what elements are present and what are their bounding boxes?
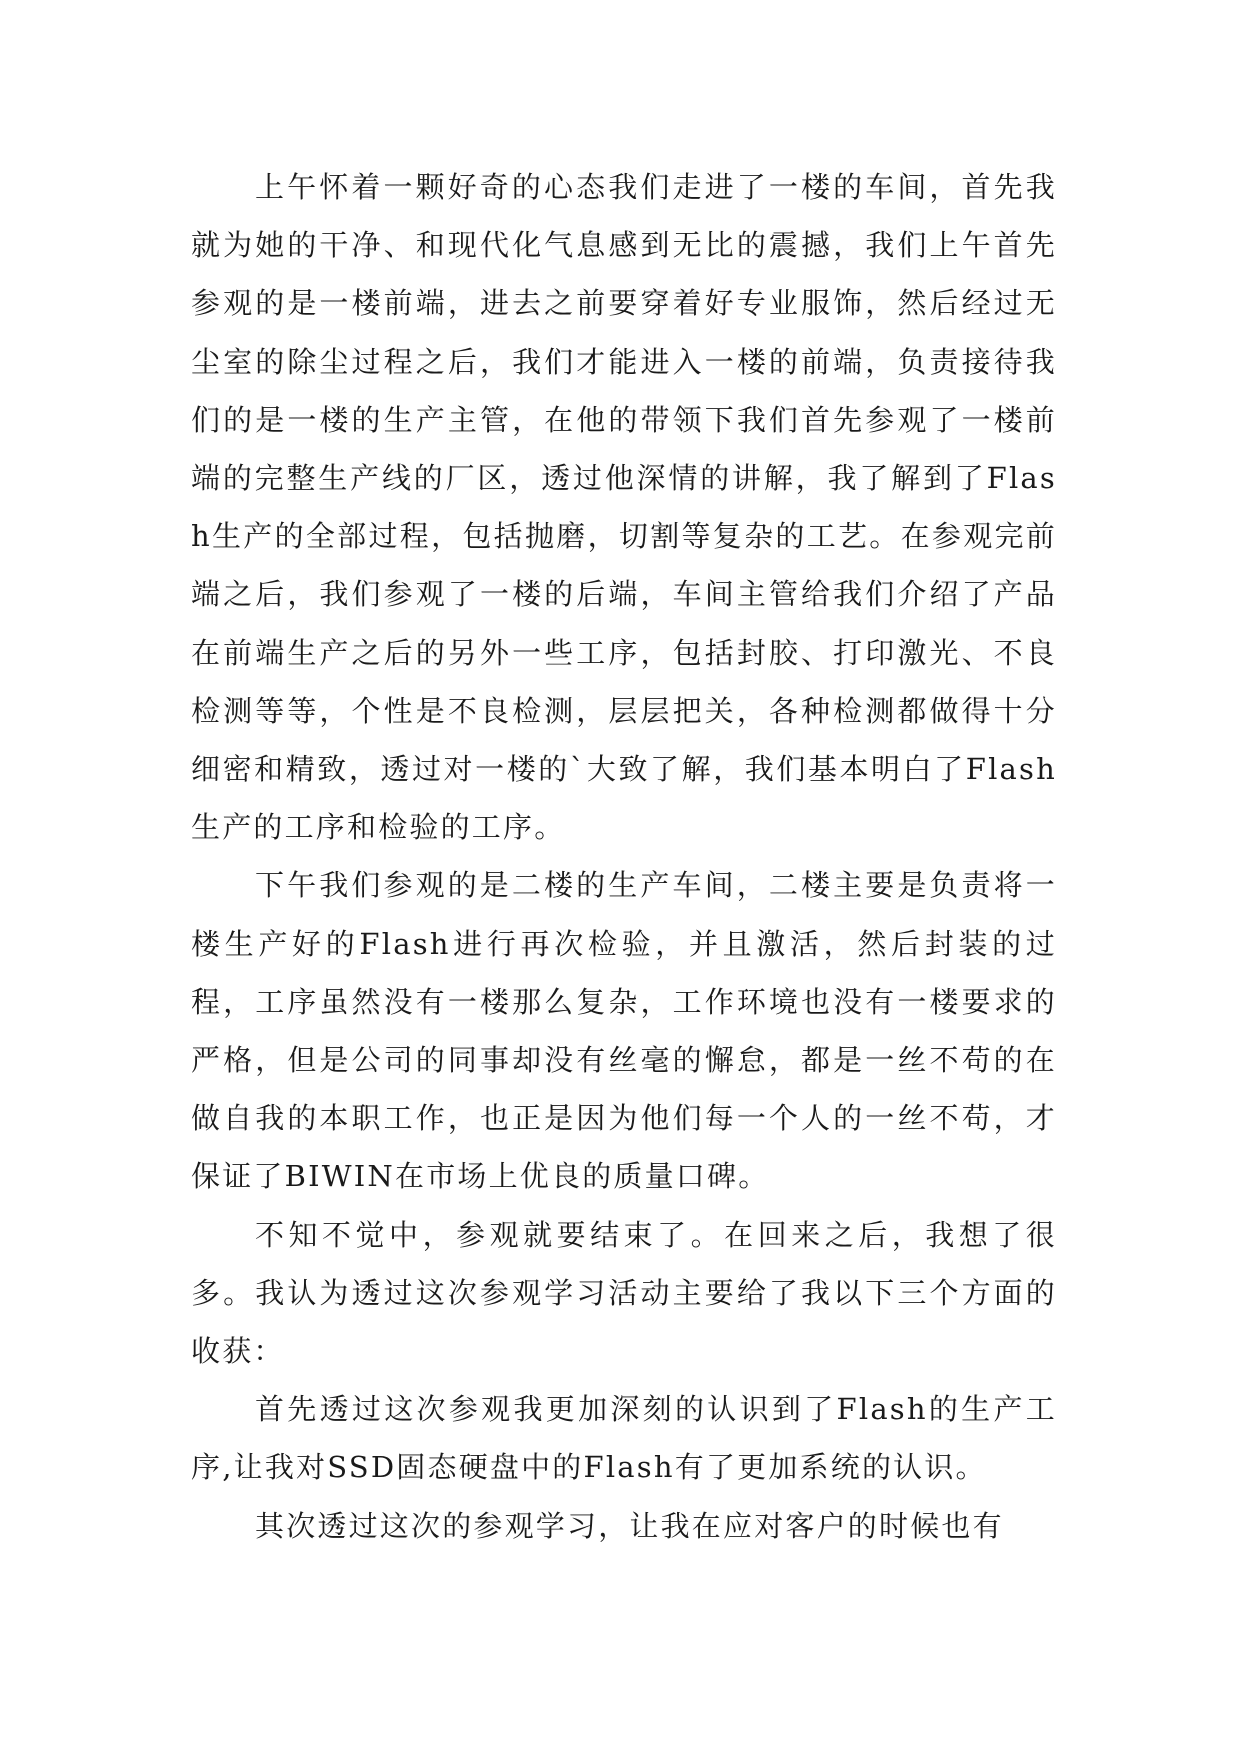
paragraph-gain-first: 首先透过这次参观我更加深刻的认识到了Flash的生产工序,让我对SSD固态硬盘中的Flash有了更加系统的认识。 (191, 1392, 1057, 1485)
paragraph-conclusion-intro: 不知不觉中，参观就要结束了。在回来之后，我想了很多。我认为透过这次参观学习活动主要给了我以下三个方面的收获： (191, 1217, 1057, 1369)
paragraph-second-floor-visit: 下午我们参观的是二楼的生产车间，二楼主要是负责将一楼生产好的Flash进行再次检验，并且激活，然后封装的过程，工序虽然没有一楼那么复杂，工作环境也没有一楼要求的严格，但是公司的同事却没有丝毫的懈怠，都是一丝不苟的在做自我的本职工作，也正是因为他们每一个人的一丝不苟，才保证了BIWIN在市场上优良的质量口碑。 (191, 868, 1057, 1194)
paragraph-first-floor-visit: 上午怀着一颗好奇的心态我们走进了一楼的车间，首先我就为她的干净、和现代化气息感到无比的震撼，我们上午首先参观的是一楼前端，进去之前要穿着好专业服饰，然后经过无尘室的除尘过程之后，我们才能进入一楼的前端，负责接待我们的是一楼的生产主管，在他的带领下我们首先参观了一楼前端的完整生产线的厂区，透过他深情的讲解，我了解到了Flash生产的全部过程，包括抛磨，切割等复杂的工艺。在参观完前端之后，我们参观了一楼的后端，车间主管给我们介绍了产品在前端生产之后的另外一些工序，包括封胶、打印激光、不良检测等等，个性是不良检测，层层把关，各种检测都做得十分细密和精致，透过对一楼的`大致了解，我们基本明白了Flash生产的工序和检验的工序。 (191, 170, 1057, 845)
paragraph-gain-second: 其次透过这次的参观学习，让我在应对客户的时候也有 (255, 1508, 1004, 1543)
document-body (191, 158, 1057, 1555)
